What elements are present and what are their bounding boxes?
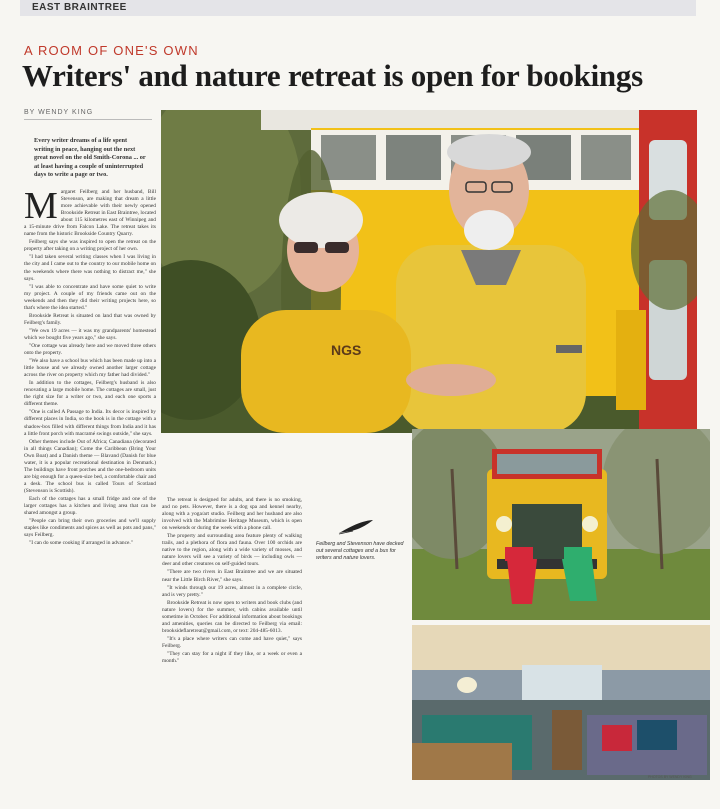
col2-para: Brookside Retreat is now open to writers and book clubs (and nature lovers) for the summer, with cabins available until sometime in October. For additional information about bookings and amenities, queries can be directed to Feilberg via email: brooksideflaretreat@gmail.com, or text: 204-485-6013. — [162, 599, 302, 634]
col1-para: Other themes include Out of Africa; Canadiana (decorated in all things Canadian); Come the Caribbean (Bring Your Own Boat) and a Danish theme — Blavand (Danish for blue water, it is a popular recreational destination in Denmark.) The buildings have front porches and the one-bedroom units are big enough for a queen-size bed, a comfortable chair and a desk. The school bus is called Tours of Scotland (Stevenson is Scottish). — [24, 438, 156, 494]
col2-para: "They can stay for a night if they like, or a week or even a month." — [162, 650, 302, 665]
col1-para: "I was able to concentrate and have some quiet to write my project. A couple of my friends came out on the weekends and then they did their writing projects here, so that's where the idea started." — [24, 283, 156, 311]
byline-rule — [24, 119, 152, 120]
article-column-1 — [24, 189, 156, 789]
bus-interior-photo — [412, 625, 710, 780]
main-photo-svg — [161, 110, 697, 433]
col1-para-0: Margaret Feilberg and her husband, Bill Stevenson, are making that dream a little more achievable with their newly opened Brookside Retreat in East Braintree, located about 115 kilometres east of Winnipeg and a 15-minute drive from Falcon Lake. The retreat takes its name from the historic Brookside Country Quarry. — [24, 189, 156, 238]
quill-icon — [337, 519, 375, 535]
col1-para: "People can bring their own groceries and we'll supply staples like condiments and spices as well as pots and pans," says Feilberg. — [24, 518, 156, 539]
section-bar — [20, 0, 696, 16]
col2-para: "There are two rivers in East Braintree and we are situated near the Little Birch River," she says. — [162, 569, 302, 583]
photo-caption: Feilberg and Stevenson have decked out several cottages and a bus for writers and nature lovers. — [316, 541, 404, 561]
bus-interior-svg — [412, 625, 710, 780]
col1-para: "I can do some cooking if arranged in advance." — [29, 540, 133, 547]
col1-para: Brookside Retreat is situated on land that was owned by Feilberg's family. — [24, 312, 156, 326]
section-label: EAST BRAINTREE — [32, 2, 127, 13]
bus-exterior-svg — [412, 429, 710, 620]
headline: Writers' and nature retreat is open for bookings — [22, 58, 643, 93]
col2-para: The retreat is designed for adults, and there is no smoking, and no pets. However, there is a dog spa and kennel nearby, along with a yoga/art studio. Feilberg and her husband are also involved with the Mabrimine Heritage Museum, which is open on weekends or during the week with a phone call. — [162, 497, 302, 532]
col1-para: "One is called A Passage to India. Its decor is inspired by different places in India, so the book is in the cottage with a shadow-box filled with different things from India and it has a little front porch with macramé swings outside," she says. — [24, 409, 156, 437]
col2-para: The property and surrounding area feature plenty of walking trails, and a plethora of flora and fauna. Over 100 orchids are native to the region, along with a wide variety of mosses, and nature lovers will see a variety of birds — including owls — deer and other creatures on self-guided tours. — [162, 533, 302, 568]
col1-para: "I had taken several writing classes when I was living in the city and I came out to the country to our mobile home on the weekends where there was nothing to distract me," she says. — [24, 254, 156, 282]
photo-credit: PHOTOS BY WENDY KING — [648, 775, 692, 779]
article-column-2 — [162, 497, 302, 789]
byline: BY WENDY KING — [24, 109, 94, 116]
deck: Every writer dreams of a life spent writing in peace, hanging out the next great novel on the old Smith-Corona ... or at least having a couple of uninterrupted days to write a page or two. — [34, 137, 146, 178]
col1-para: Feilberg says she was inspired to open the retreat on the property after taking on a writing project of her own. — [24, 239, 156, 253]
col2-para: "It winds through our 19 acres, almost in a complete circle, and is very pretty." — [162, 584, 302, 598]
col1-para: "We own 19 acres — it was my grandparents' homestead which we bought five years ago," she says. — [24, 327, 156, 341]
kicker: A ROOM OF ONE'S OWN — [24, 43, 199, 58]
col1-para: Each of the cottages has a small fridge and one of the larger cottages has a kitchen and living area that can be shared amongst a group. — [24, 495, 156, 517]
col1-para: In addition to the cottages, Feilberg's husband is also renovating a large mobile home. The cottages are small, just the right size for a writer or two, and each one sports a different theme. — [24, 380, 156, 408]
col1-para: "One cottage was already here and we moved three others onto the property. — [24, 342, 156, 357]
svg-text:NGS: NGS — [331, 342, 362, 358]
bus-exterior-photo — [412, 429, 710, 620]
col2-para: "It's a place where writers can come and have quiet," says Feilberg. — [162, 635, 302, 649]
main-photo-couple — [161, 110, 697, 433]
drop-cap: M — [24, 189, 58, 227]
col1-para: "We also have a school bus which has been made up into a little house and we already owned another larger cottage across the river on property which my father had divided." — [24, 358, 156, 379]
